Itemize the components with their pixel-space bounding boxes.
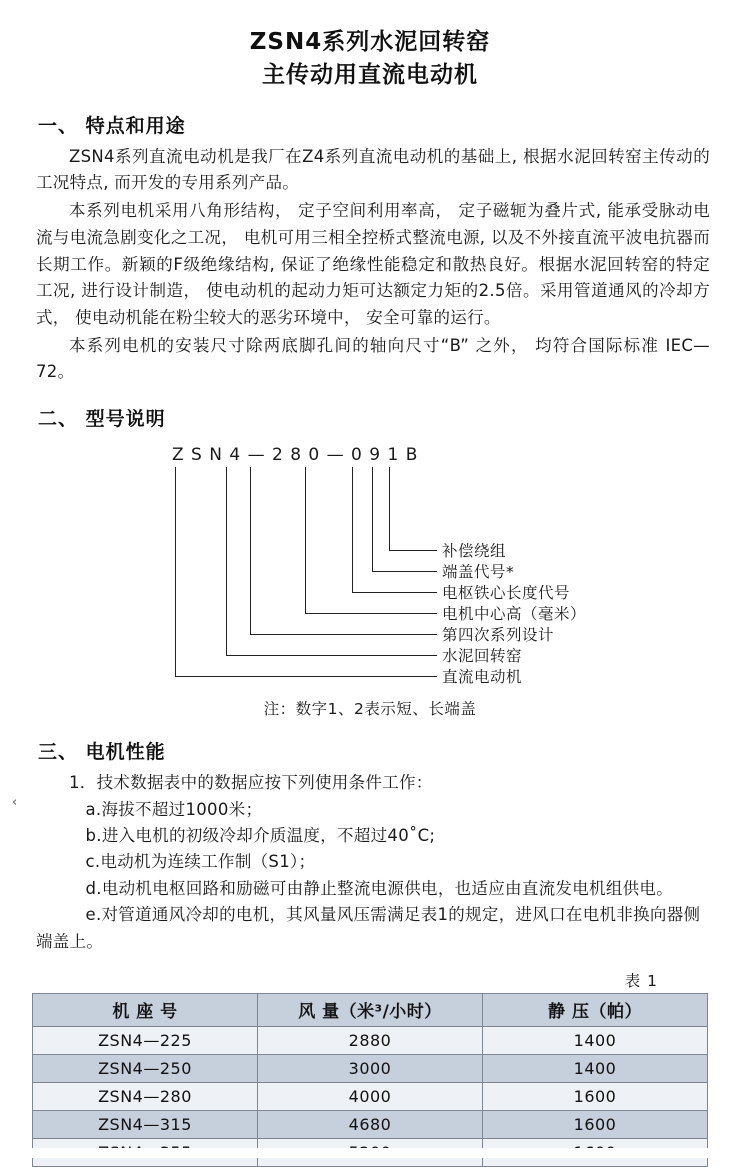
table-header-frame-size: 机 座 号 [33,993,258,1026]
cell-frame-size: ZSN4—250 [33,1054,258,1082]
cell-frame-size: ZSN4—280 [33,1082,258,1110]
cell-static-pressure: 1400 [483,1054,708,1082]
table-header-air-volume: 风 量（米³/小时） [258,993,483,1026]
paragraph-2: 本系列电机采用八角形结构， 定子空间利用率高， 定子磁轭为叠片式, 能承受脉动电流与电流急剧变化之工况， 电机可用三相全控桥式整流电源, 以及不外接直流平波电抗器而长期工作。新颖的F级绝缘结构, 保证了绝缘性能稳定和散热良好。根据水泥回转窑的特定工况, 进行设计制造， 使电动机的起动力矩可达额定力矩的2.5倍。采用管道通风的冷却方式， 使电动机能在粉尘较大的恶劣环境中， 安全可靠的运行。 [36,201,710,327]
section-heading-2: 二、 型号说明 [38,408,166,431]
performance-item-d: d.电动机电枢回路和励磁可由静止整流电源供电，也适应由直流发电机组供电。 [85,878,674,898]
cell-air-volume: 4680 [258,1110,483,1138]
cell-air-volume: 4000 [258,1082,483,1110]
performance-item-e: e.对管道通风冷却的电机，其风量风压需满足表1的规定，进风口在电机非换向器侧端盖上。 [36,905,701,951]
model-code-string: Z S N 4 — 2 8 0 — 0 9 1 B [172,445,419,466]
table-row [33,1110,708,1138]
performance-lead: 1．技术数据表中的数据应按下列使用条件工作： [69,773,433,793]
performance-item-b: b.进入电机的初级冷却介质温度，不超过40˚C; [85,825,436,845]
cell-frame-size: ZSN4—315 [33,1110,258,1138]
wind-volume-table [32,993,708,1167]
model-label-3: 电枢铁心长度代号 [442,584,571,603]
document-title [22,26,718,93]
performance-item-c: c.电动机为连续工作制（S1）； [85,852,316,872]
title-line-1: ZSN4系列水泥回转窑 [249,29,491,55]
model-code-diagram [22,445,718,687]
table-row [33,1082,708,1110]
model-label-5: 第四次系列设计 [442,626,555,645]
cell-frame-size: ZSN4—225 [33,1026,258,1054]
page-edge-mark: ‹ [12,795,18,810]
section-heading-3: 三、 电机性能 [38,741,166,764]
model-label-6: 水泥回转窑 [442,647,523,666]
model-label-7: 直流电动机 [442,668,523,687]
paragraph-3: 本系列电机的安装尺寸除两底脚孔间的轴向尺寸“B” 之外， 均符合国际标准 IEC—72。 [36,335,710,382]
cell-static-pressure: 1400 [483,1026,708,1054]
performance-item-a: a.海拔不超过1000米； [85,799,263,819]
table-row [33,1026,708,1054]
table-row [33,1054,708,1082]
model-code-note: 注：数字1、2表示短、长端盖 [263,700,477,719]
cell-air-volume: 3000 [258,1054,483,1082]
model-label-2: 端盖代号* [442,563,515,582]
table-header-static-pressure: 静 压（帕） [483,993,708,1026]
section-heading-1: 一、 特点和用途 [38,114,186,137]
cell-static-pressure: 1600 [483,1082,708,1110]
title-line-2: 主传动用直流电动机 [262,62,478,89]
page-bottom-edge [0,1148,740,1158]
model-label-1: 补偿绕组 [442,542,507,561]
model-label-4: 电机中心高（毫米） [442,605,587,624]
leader-line-7 [175,467,437,677]
paragraph-1: ZSN4系列直流电动机是我厂在Z4系列直流电动机的基础上, 根据水泥回转窑主传动的工况特点, 而开发的专用系列产品。 [36,146,710,193]
table-caption: 表 1 [624,971,658,990]
table-header-row [33,993,708,1026]
cell-static-pressure: 1600 [483,1110,708,1138]
cell-air-volume: 2880 [258,1026,483,1054]
